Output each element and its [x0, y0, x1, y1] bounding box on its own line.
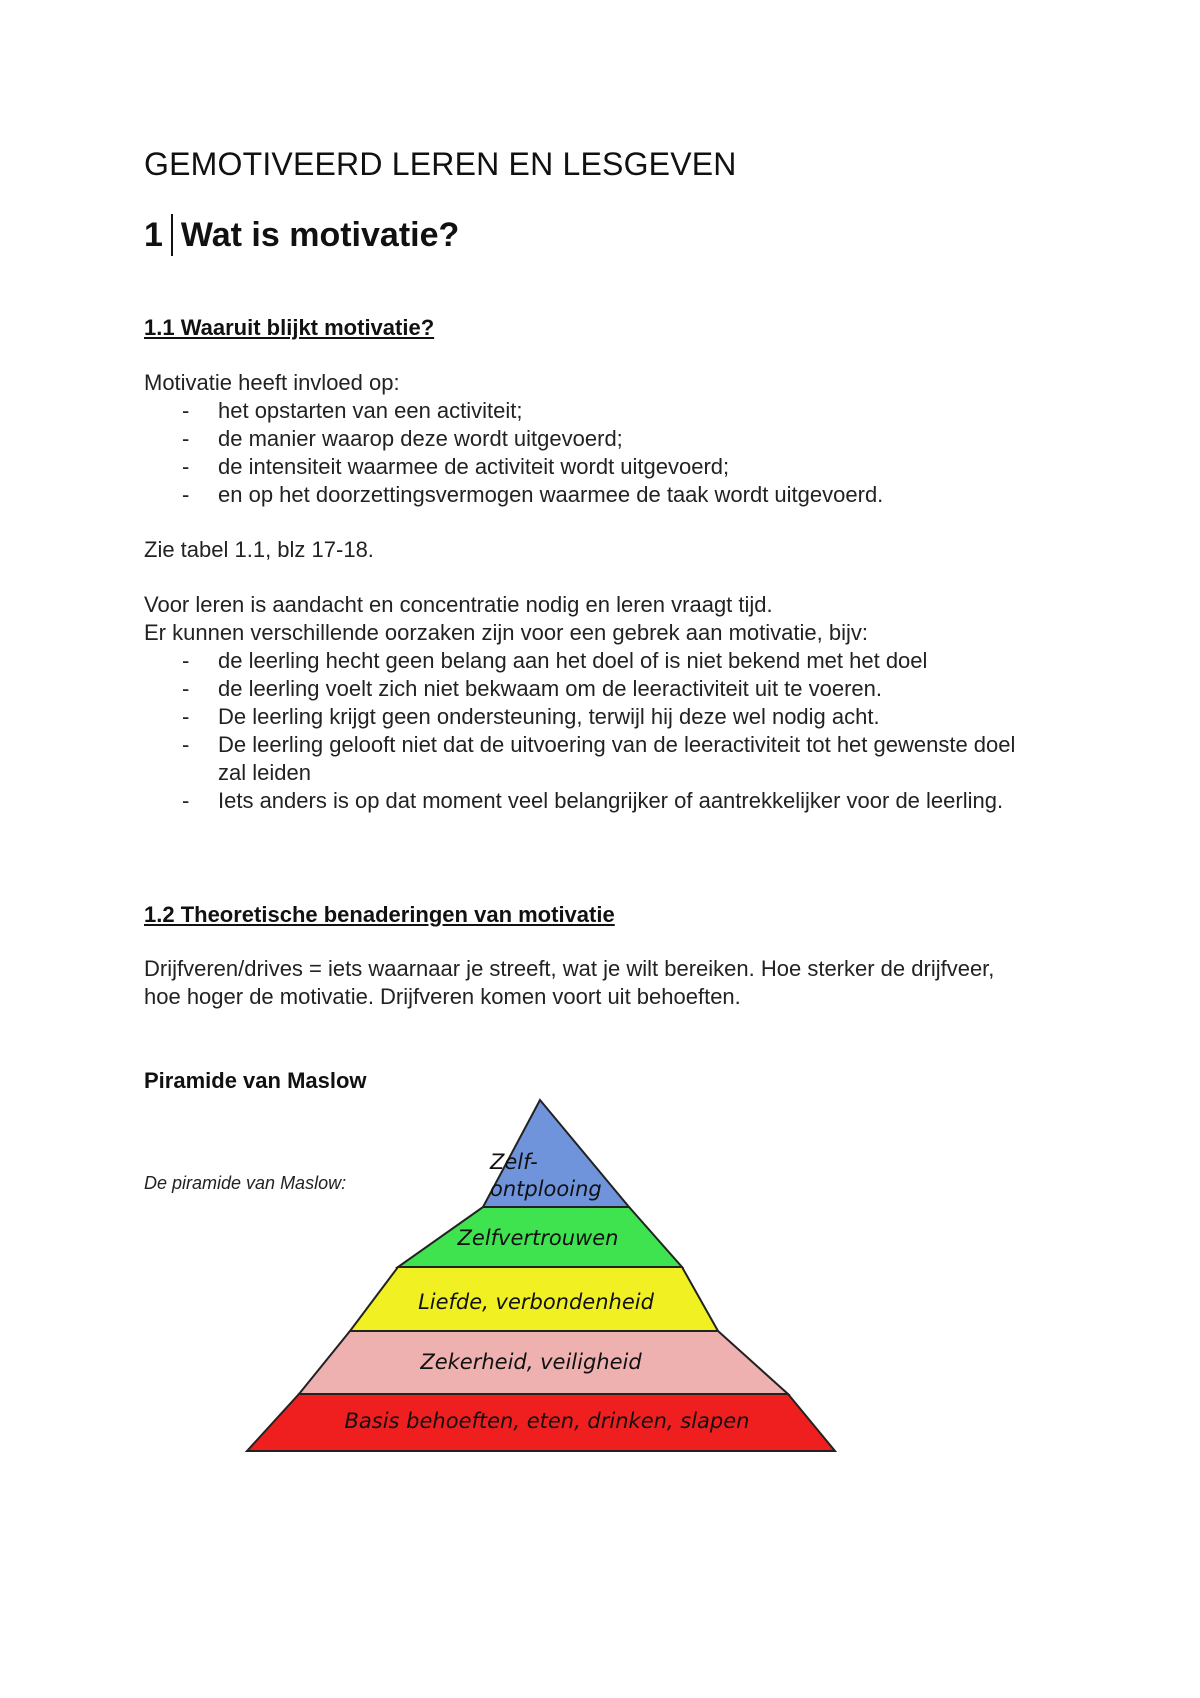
- bullet-dash: -: [182, 676, 190, 701]
- list-item-text: en op het doorzettingsvermogen waarmee de taak wordt uitgevoerd.: [218, 482, 884, 507]
- list-item: [144, 675, 1024, 703]
- list-item-text: de intensiteit waarmee de activiteit wordt uitgevoerd;: [218, 454, 730, 479]
- pyramid-label-self-actualization-line1: Zelf-: [490, 1150, 538, 1174]
- paragraph-line-2: Er kunnen verschillende oorzaken zijn voor een gebrek aan motivatie, bijv:: [144, 620, 868, 645]
- pyramid-label-love-belonging: Liefde, verbondenheid: [418, 1290, 654, 1314]
- chapter-separator: [171, 214, 173, 256]
- list-item: [144, 703, 1024, 731]
- bullet-dash: -: [182, 398, 190, 423]
- chapter-number: 1: [144, 215, 163, 254]
- section-heading-1-1: 1.1 Waaruit blijkt motivatie?: [144, 315, 435, 340]
- reference-text: Zie tabel 1.1, blz 17-18.: [144, 537, 374, 562]
- list-item: [144, 453, 1064, 481]
- bullet-dash: -: [182, 648, 190, 673]
- pyramid-label-safety: Zekerheid, veiligheid: [420, 1350, 642, 1374]
- list-item-text: Iets anders is op dat moment veel belangrijker of aantrekkelijker voor de leerling.: [218, 788, 1004, 813]
- list-item-text: de leerling hecht geen belang aan het doel of is niet bekend met het doel: [218, 648, 928, 673]
- chapter-heading: [144, 214, 459, 256]
- chapter-title: Wat is motivatie?: [180, 215, 460, 254]
- list-item-text: De leerling krijgt geen ondersteuning, terwijl hij deze wel nodig acht.: [218, 704, 880, 729]
- list-item: [144, 397, 1064, 425]
- section-heading-1-2: 1.2 Theoretische benaderingen van motivatie: [144, 902, 615, 927]
- list-item: [144, 731, 1024, 787]
- maslow-pyramid: [240, 1095, 840, 1455]
- pyramid-label-self-actualization-line2: ontplooing: [490, 1177, 602, 1201]
- bullet-dash: -: [182, 704, 190, 729]
- document-title: GEMOTIVEERD LEREN EN LESGEVEN: [144, 146, 737, 182]
- list-item: [144, 787, 1024, 815]
- list-item: [144, 481, 1064, 509]
- drives-paragraph: Drijfveren/drives = iets waarnaar je streeft, wat je wilt bereiken. Hoe sterker de drijfveer, hoe hoger de motivatie. Drijfveren komen voort uit behoeften.: [144, 956, 995, 1009]
- list-item-text: het opstarten van een activiteit;: [218, 398, 523, 423]
- bullet-dash: -: [182, 454, 190, 479]
- list-item-text: de leerling voelt zich niet bekwaam om de leeractiviteit uit te voeren.: [218, 676, 883, 701]
- list-item-text: de manier waarop deze wordt uitgevoerd;: [218, 426, 623, 451]
- bullet-dash: -: [182, 426, 190, 451]
- list-item: [144, 425, 1064, 453]
- intro-text: Motivatie heeft invloed op:: [144, 370, 400, 395]
- influence-list: [144, 397, 1064, 509]
- paragraph-line-1: Voor leren is aandacht en concentratie nodig en leren vraagt tijd.: [144, 592, 773, 617]
- maslow-caption: De piramide van Maslow:: [144, 1173, 347, 1193]
- causes-list: [144, 647, 1024, 815]
- bullet-dash: -: [182, 788, 190, 813]
- bullet-dash: -: [182, 732, 190, 757]
- pyramid-label-self-esteem: Zelfvertrouwen: [457, 1226, 619, 1250]
- bullet-dash: -: [182, 482, 190, 507]
- list-item-text: De leerling gelooft niet dat de uitvoering van de leeractiviteit tot het gewenste doel zal leiden: [218, 732, 1016, 785]
- list-item: [144, 647, 1024, 675]
- maslow-heading: Piramide van Maslow: [144, 1068, 367, 1093]
- pyramid-label-basic-needs: Basis behoeften, eten, drinken, slapen: [344, 1409, 750, 1433]
